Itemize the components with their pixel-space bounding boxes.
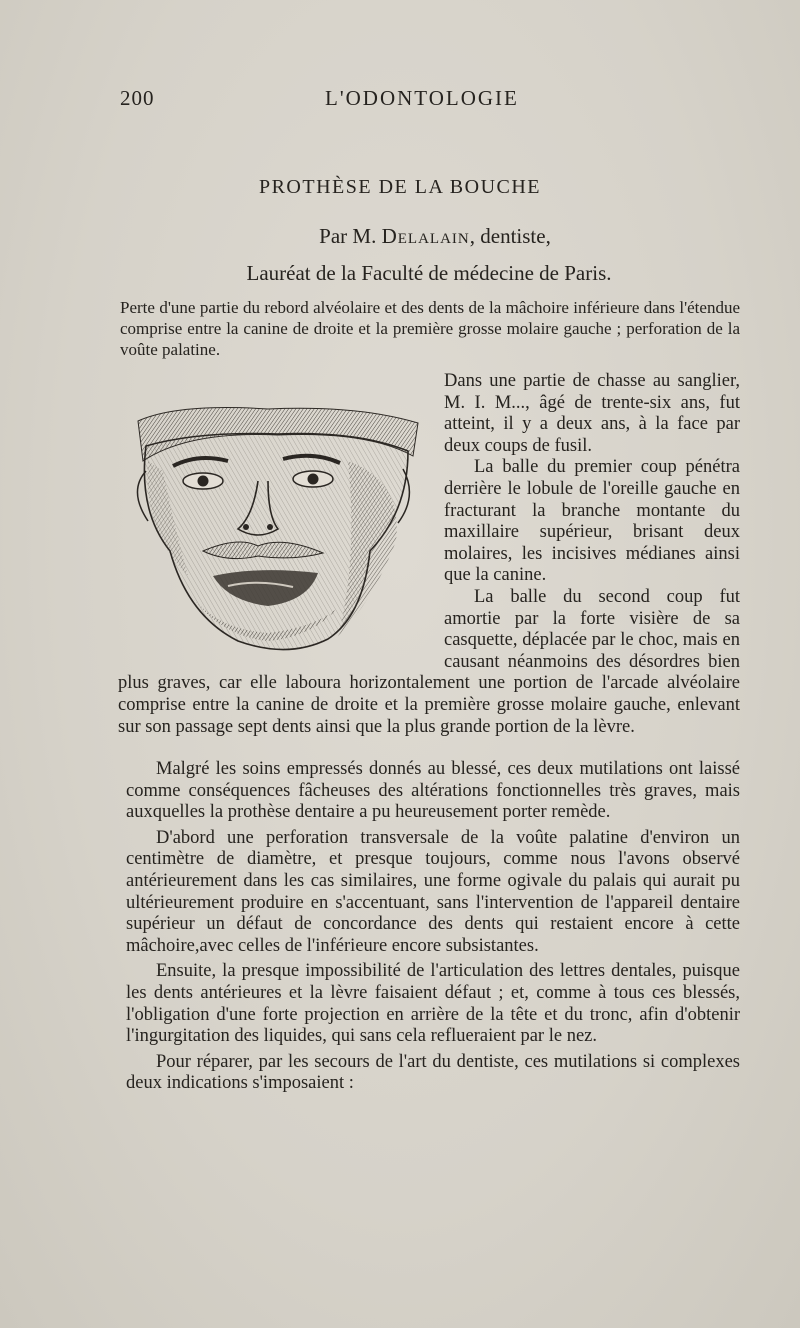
byline-suffix: , dentiste, <box>469 224 551 248</box>
author-affiliation: Lauréat de la Faculté de médecine de Paris. <box>246 261 612 285</box>
paragraph-palatal-perforation: D'abord une perforation transversale de la voûte palatine d'environ un centimètre de diamètre, et presque toujours, comme nous l'avons observé antérieurement dans les cas similaires, une forme ogivale du palais qui aurait pu ultérieurement produire en s'accentuant, sans l'intervention de l'appareil dentaire supérieur un défaut de concordance des dents qui restaient encore à cette mâchoire,avec celles de l'inférieure encore subsistantes. <box>126 827 740 956</box>
para1-part-a: Dans une partie de chasse au sanglier, M. I. M..., âgé de trente-six ans, fut atteint, il y a deux ans, à la face par deux coups de fusil. <box>444 371 740 456</box>
paragraph-hunting-accident <box>118 371 740 457</box>
article-title: PROTHÈSE DE LA BOUCHE <box>258 176 542 198</box>
byline-prefix: Par M. <box>319 224 382 248</box>
byline <box>0 224 800 249</box>
paragraph-indications: Pour réparer, par les secours de l'art du dentiste, ces mutilations si complexes deux indications s'imposaient : <box>126 1051 740 1094</box>
page-number: 200 <box>120 86 155 110</box>
page-header <box>120 86 720 116</box>
author-name: Delalain <box>381 224 470 248</box>
article-summary: Perte d'une partie du rebord alvéolaire et des dents de la mâchoire inférieure dans l'étendue comprise entre la canine de droite et la première grosse molaire gauche ; perforation de la voûte palatine. <box>120 298 740 359</box>
paragraph-articulation: Ensuite, la presque impossibilité de l'articulation des lettres dentales, puisque les dents antérieures et la lèvre faisaient défaut ; et, comme à tous ces blessés, l'obligation d'une forte projection en arrière de la tête et du tronc, afin d'obtenir l'ingurgitation des liquides, qui sans cela reflueraient par le nez. <box>126 961 740 1047</box>
running-head: L'ODONTOLOGIE <box>325 86 519 110</box>
face-portrait-illustration <box>118 401 436 659</box>
continued-text <box>126 759 740 1099</box>
face-portrait-icon <box>118 401 428 656</box>
paragraph-consequences: Malgré les soins empressés donnés au blessé, ces deux mutilations ont laissé comme conséquences fâcheuses des altérations fonctionnelles très graves, mais auxquelles la prothèse dentaire a pu heureusement porter remède. <box>126 759 740 823</box>
paragraph-first-shot: La balle du premier coup pénétra derrière le lobule de l'oreille gauche en fracturant la branche montante du maxillaire supérieur, brisant deux molaires, les incisives médianes ainsi que la canine. <box>444 457 740 586</box>
paragraph-second-shot: La balle du second coup fut amortie par la forte visière de sa casquette, déplacée par le choc, mais en causant néanmoins des désordres bien plus graves, car elle laboura horizontalement une portion de l'arcade alvéolaire comprise entre la canine de droite et la première grosse molaire gauche, enlevant sur son passage sept dents ainsi que la plus grande portion de la lèvre. <box>118 586 740 737</box>
first-paragraph-block <box>118 371 740 738</box>
